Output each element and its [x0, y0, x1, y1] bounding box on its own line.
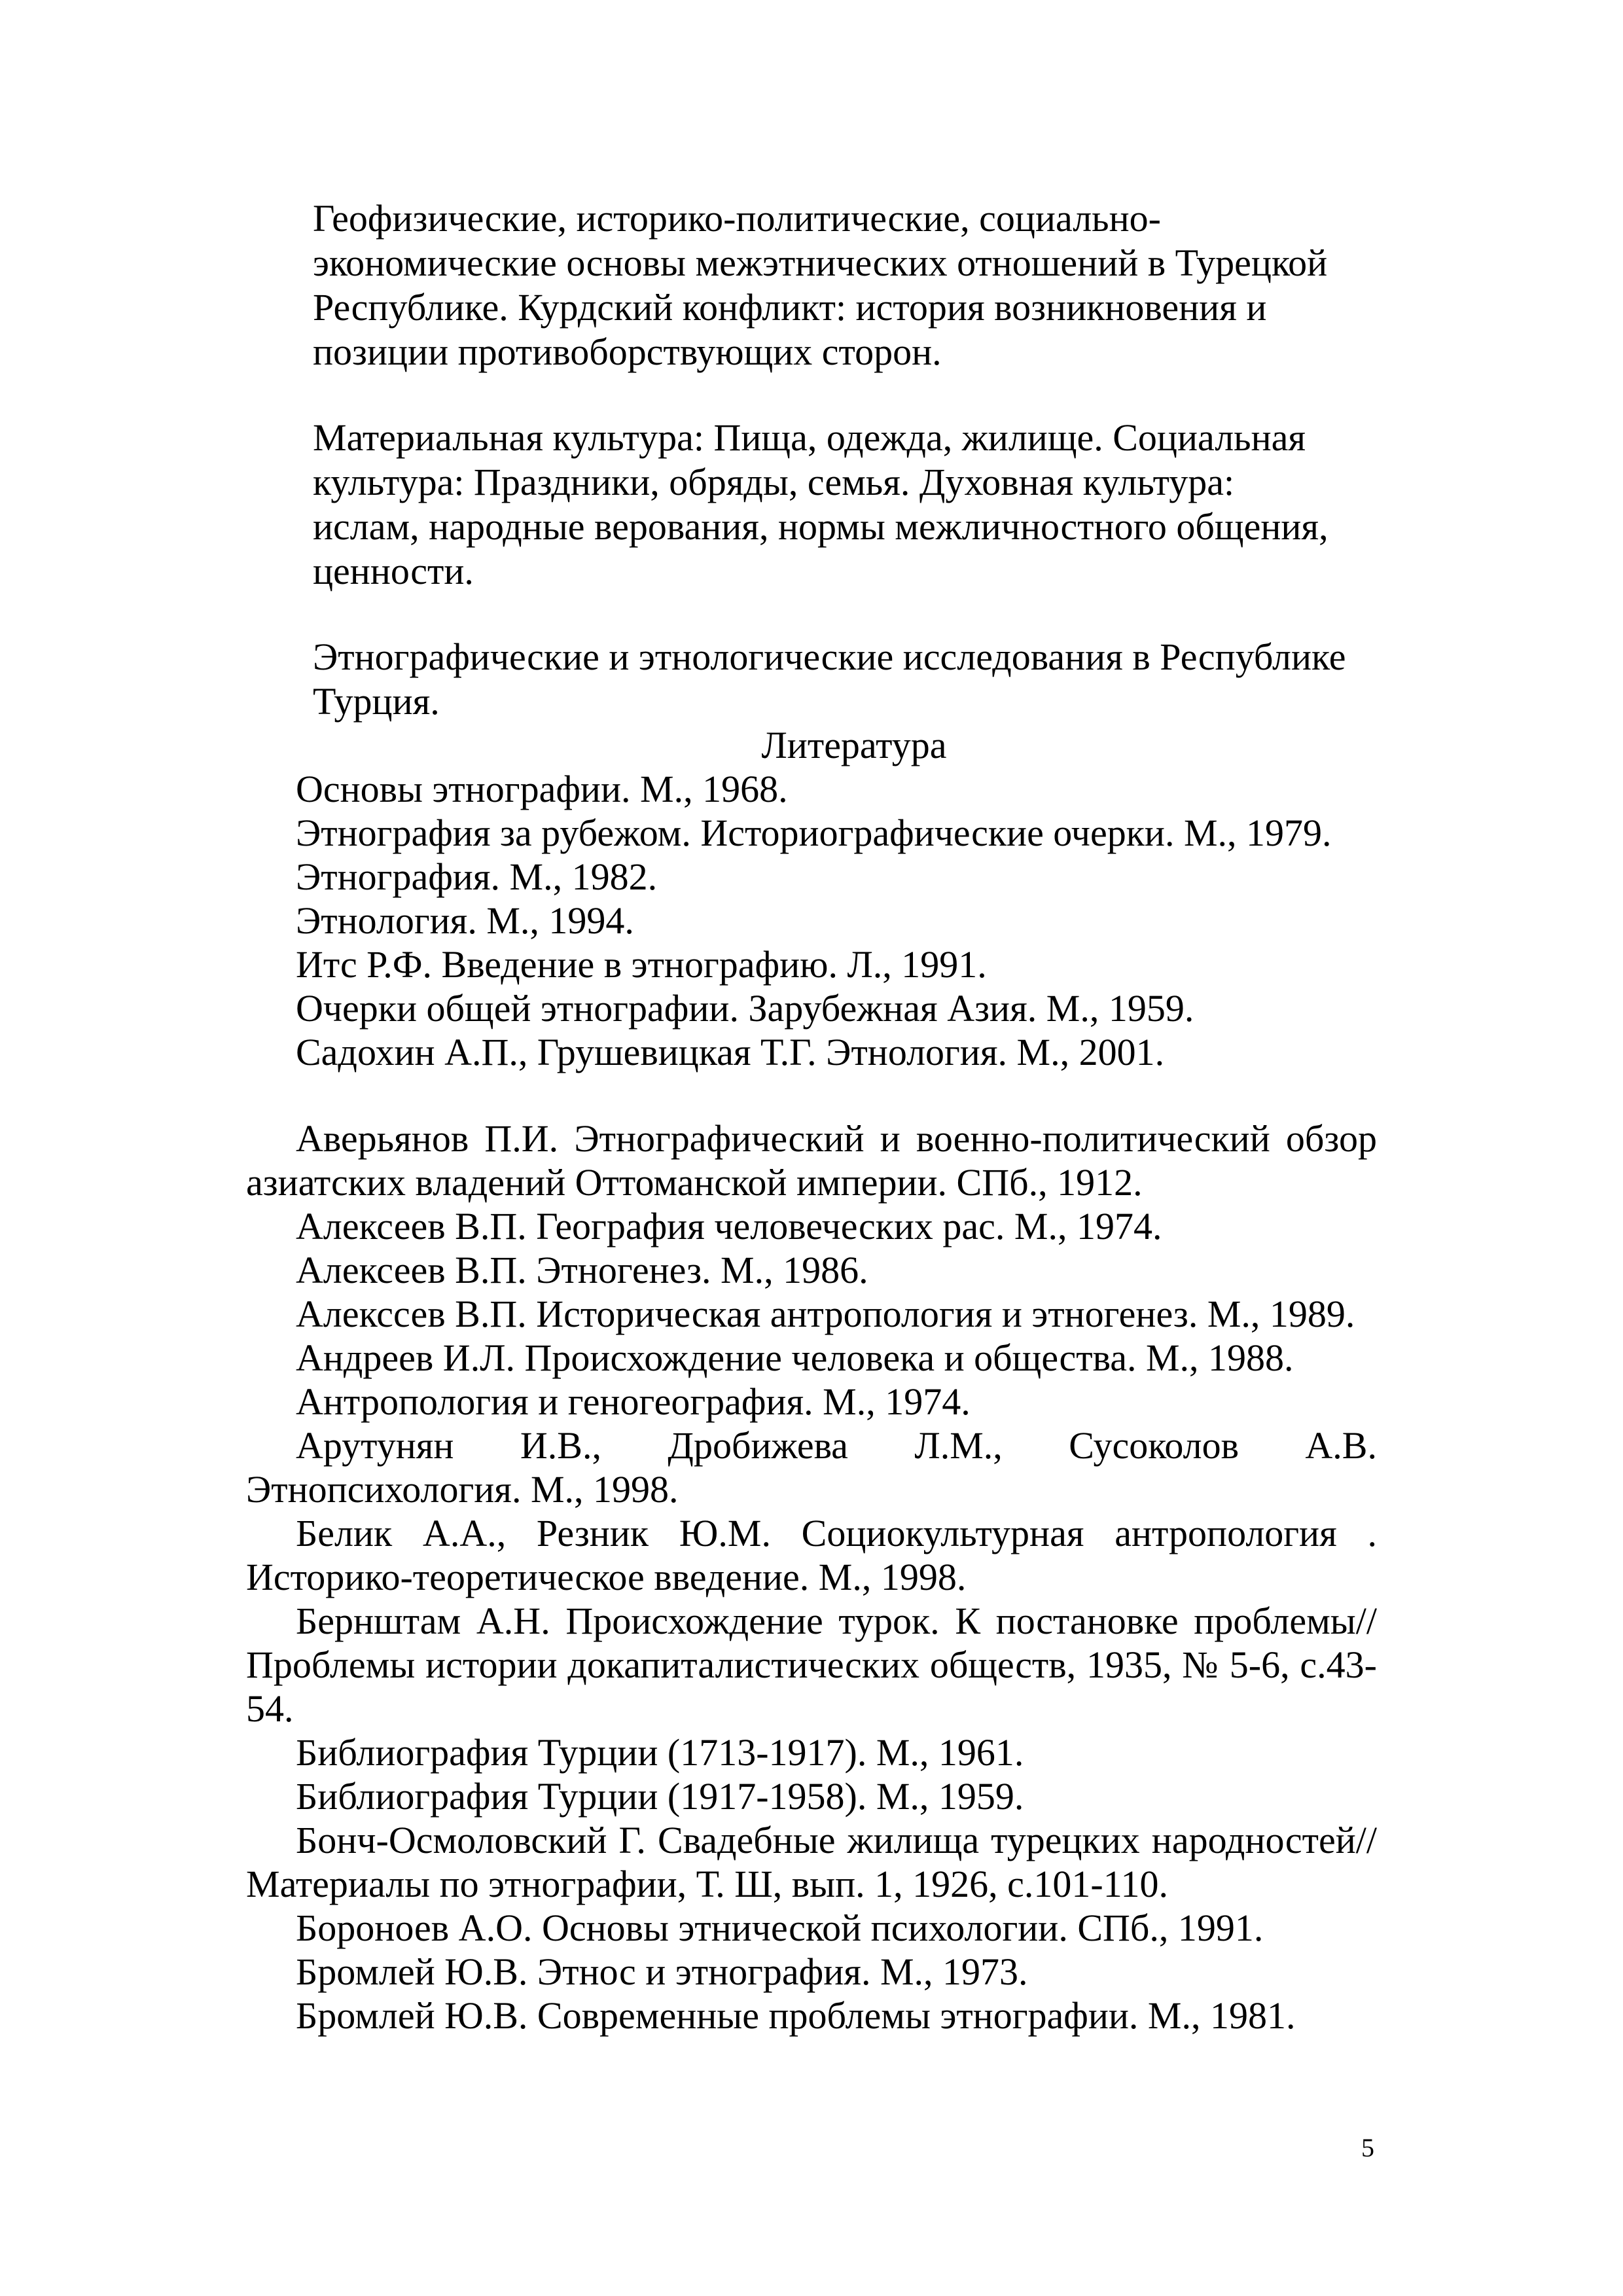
- topic-paragraph-geophysical: Геофизические, историко-политические, социально- экономические основы межэтнических отношений в Турецкой Республике. Курдский конфликт: история возникновения и позиции противоборствующих сторон.: [313, 197, 1328, 373]
- basic-literature-item: Основы этнографии. М., 1968.: [296, 768, 788, 810]
- additional-literature-item: Арутунян И.В., Дробижева Л.М., Сусоколов А.В. Этнопсихология. М., 1998.: [246, 1424, 1377, 1511]
- basic-literature-item: Этнография за рубежом. Историографические очерки. М., 1979.: [296, 812, 1332, 854]
- additional-literature-item: Андреев И.Л. Происхождение человека и общества. М., 1988.: [296, 1336, 1294, 1379]
- basic-literature-item: Этнология. М., 1994.: [296, 899, 634, 942]
- additional-literature-item: Антропология и геногеография. М., 1974.: [296, 1380, 971, 1423]
- topic-paragraph-research: Этнографические и этнологические исследования в Республике Турция.: [313, 636, 1346, 723]
- additional-literature-item: Библиография Турции (1917-1958). М., 1959.: [296, 1775, 1024, 1818]
- additional-literature-item: Библиография Турции (1713-1917). М., 1961.: [296, 1731, 1024, 1774]
- basic-literature-item: Этнография. М., 1982.: [296, 855, 658, 898]
- additional-literature-item: Бонч-Осмоловский Г. Свадебные жилища турецких народностей//Материалы по этнографии, Т. Ш, вып. 1, 1926, с.101-110.: [246, 1819, 1377, 1905]
- literature-heading: Литература: [761, 724, 947, 766]
- additional-literature-item: Алексеев В.П. Этногенез. М., 1986.: [296, 1249, 868, 1291]
- additional-literature-item: Алекссев В.П. Историческая антропология и этногенез. М., 1989.: [296, 1293, 1355, 1335]
- additional-literature-item: Белик А.А., Резник Ю.М. Социокультурная антропология . Историко-теоретическое введение. М., 1998.: [246, 1512, 1377, 1598]
- additional-literature-item: Бромлей Ю.В. Этнос и этнография. М., 1973.: [296, 1950, 1028, 1993]
- basic-literature-list: [296, 767, 1408, 1074]
- additional-literature-list: [246, 1117, 1377, 2037]
- additional-literature-item: Алексеев В.П. География человеческих рас. М., 1974.: [296, 1205, 1162, 1247]
- additional-literature-item: Бромлей Ю.В. Современные проблемы этнографии. М., 1981.: [296, 1994, 1296, 2037]
- additional-literature-item: Аверьянов П.И. Этнографический и военно-политический обзор азиатских владений Оттоманской империи. СПб., 1912.: [246, 1117, 1377, 1204]
- topic-paragraph-culture: Материальная культура: Пища, одежда, жилище. Социальная культура: Праздники, обряды, семья. Духовная культура: ислам, народные верования, нормы межличностного общения, ценности.: [313, 416, 1329, 592]
- basic-literature-item: Садохин А.П., Грушевицкая Т.Г. Этнология. М., 2001.: [296, 1031, 1165, 1073]
- additional-literature-item: Бернштам А.Н. Происхождение турок. К постановке проблемы//Проблемы истории докапиталистических обществ, 1935, № 5-6, с.43-54.: [246, 1600, 1377, 1730]
- page-number: 5: [1361, 2133, 1374, 2162]
- basic-literature-item: Очерки общей этнографии. Зарубежная Азия. М., 1959.: [296, 987, 1194, 1030]
- additional-literature-item: Бороноев А.О. Основы этнической психологии. СПб., 1991.: [296, 1907, 1264, 1949]
- basic-literature-item: Итс Р.Ф. Введение в этнографию. Л., 1991.: [296, 943, 987, 986]
